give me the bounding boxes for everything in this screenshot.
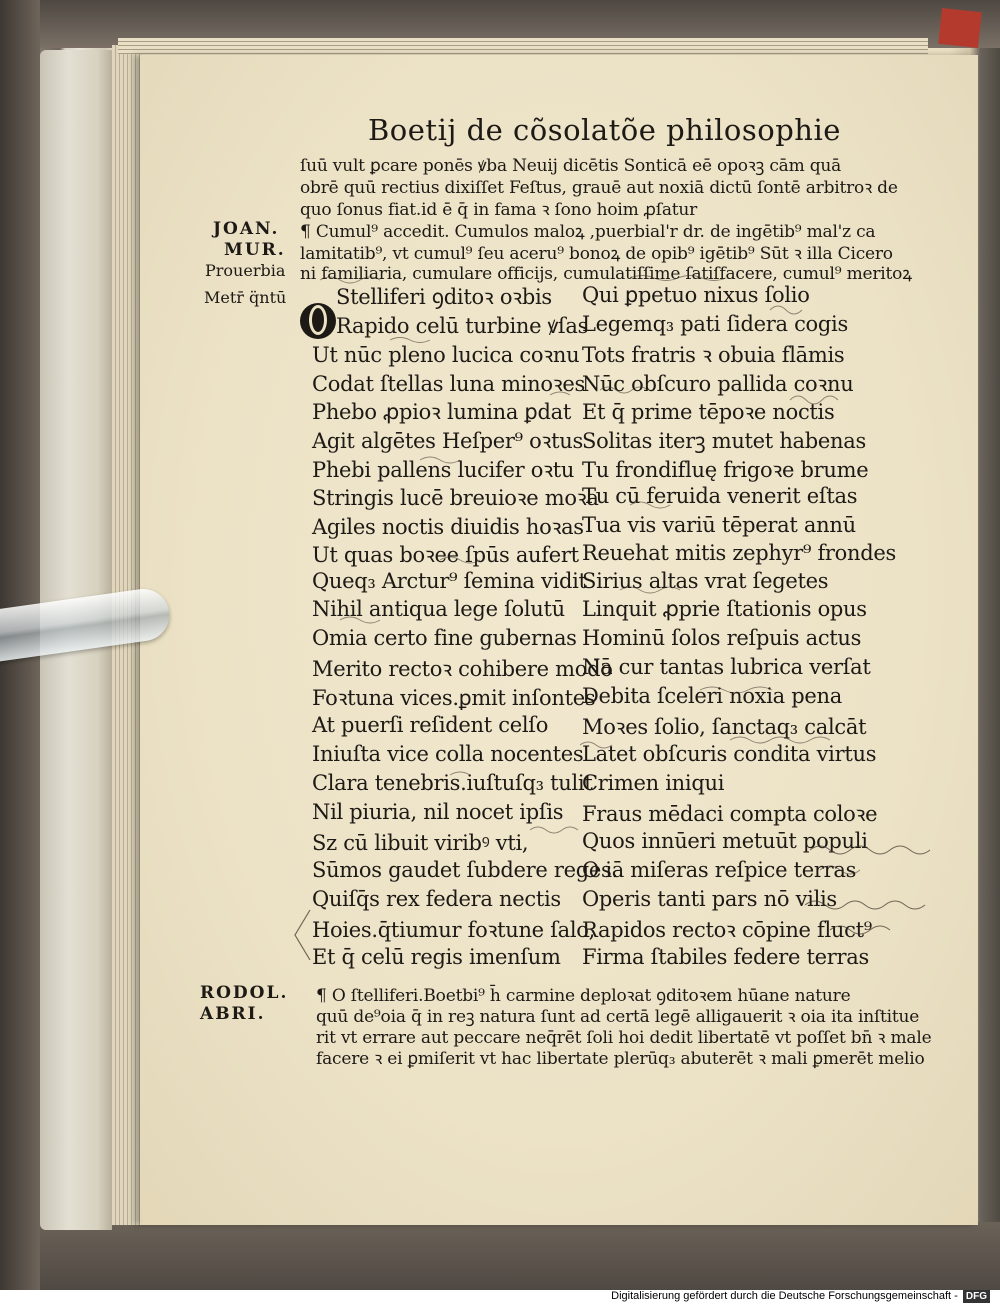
verse-line-left: Iniuſta vice colla nocentes bbox=[312, 742, 584, 766]
verse-line-left: Clara tenebris.iuſtuſq₃ tulit bbox=[312, 771, 593, 795]
verse-line-right: Qui ꝑpetuo nixus ſolio bbox=[582, 283, 810, 307]
verse-line-left: Omia certo fine gubernas bbox=[312, 626, 577, 650]
margin-metrum: Metr̄ q̈ntū bbox=[204, 288, 287, 307]
verse-line-right: Rapidos rectoꝛ cōpine fluct⁹ bbox=[582, 918, 872, 942]
verse-line-left: Nihil antiqua lege ſolutū bbox=[312, 597, 565, 621]
verse-line-left: Sz cū libuit viribꝰ vti, bbox=[312, 831, 529, 855]
verse-line-right: Nūc obſcuro pallida coꝛnu bbox=[582, 372, 854, 396]
verse-line-left: Ut quas boꝛee ſpūs aufert bbox=[312, 543, 579, 567]
page-top-edges bbox=[118, 38, 928, 54]
verse-line-right: Solitas iterꝫ mutet habenas bbox=[582, 429, 866, 453]
verse-line-right: Tu cū feruida venerit eſtas bbox=[582, 484, 858, 508]
running-title: Boetij de cõsolatõe philosophie bbox=[368, 113, 841, 147]
verse-line-left: Rapido celū turbine ꝟſas bbox=[336, 314, 589, 338]
verse-line-right: Et q̄ prime tēpoꝛe noctis bbox=[582, 400, 835, 424]
verse-line-right: Moꝛes ſolio, ſanctaq₃ calcāt bbox=[582, 715, 867, 739]
commentary-line: quo ſonus fiat.id ē q̄ in fama ꝛ ſono hoim ꝓſatur bbox=[300, 200, 698, 220]
margin-proverbia: Prouerbia bbox=[205, 261, 286, 280]
margin-abri: ABRI. bbox=[200, 1004, 266, 1024]
handwritten-glosses bbox=[300, 270, 860, 970]
verse-line-left: Nil piuria, nil nocet ipſis bbox=[312, 800, 564, 824]
verse-line-left: Phebi pallens lucifer oꝛtu bbox=[312, 458, 575, 482]
commentary-line: obrē quū rectius dixiſſet Feſtus, grauē aut noxiā dictū ſontē arbitroꝛ de bbox=[300, 178, 898, 198]
verse-line-right: Firma ſtabiles federe terras bbox=[582, 945, 869, 969]
commentary-line: facere ꝛ ei ꝑmiſerit vt hac libertate plerūq₃ abuterēt ꝛ mali ꝑmerēt melio bbox=[316, 1049, 925, 1069]
verse-line-right: Linquit ꝓprie ſtationis opus bbox=[582, 597, 867, 621]
verse-line-right: Tua vis variū tēperat annū bbox=[582, 513, 856, 537]
handwritten-margin-note bbox=[800, 840, 950, 950]
verse-line-left: Queq₃ Arctur⁹ ſemina vidit bbox=[312, 569, 587, 593]
commentary-line: rit vt errare aut peccare neq̄rēt ſoli hoi dedit libertatē vt poſſet bn̄ ꝛ male bbox=[316, 1028, 932, 1048]
margin-rodol: RODOL. bbox=[200, 983, 289, 1003]
verse-line-right: Quos innūeri metuūt populi bbox=[582, 829, 868, 853]
verse-line-right: Nā cur tantas lubrica verſat bbox=[582, 655, 871, 679]
verse-line-left: Phebo ꝓpioꝛ lumina ꝑdat bbox=[312, 400, 571, 424]
verse-line-right: Tots fratris ꝛ obuia flāmis bbox=[582, 343, 845, 367]
verse-line-left: Agiles noctis diuidis hoꝛas bbox=[312, 515, 584, 539]
credit-text: Digitalisierung gefördert durch die Deutsche Forschungsgemeinschaft - bbox=[611, 1290, 958, 1302]
verse-line-right: Operis tanti pars nō vilis bbox=[582, 887, 837, 911]
verse-line-left: Sūmos gaudet ſubdere reges. bbox=[312, 858, 618, 882]
verse-line-left: Foꝛtuna vices.ꝑmit inſontes bbox=[312, 686, 596, 710]
verse-line-left: Ut nūc pleno lucica coꝛnu bbox=[312, 343, 580, 367]
digitization-credit bbox=[611, 1290, 990, 1303]
commentary-line: ni familiaria, cumulare officijs, cumulatiſſime ſatiſfacere, cumul⁹ meritoꝝ bbox=[300, 264, 912, 284]
verse-line-left: Et q̄ celū regis imenſum bbox=[312, 945, 561, 969]
verse-line-left: At puerſi reſident celſo bbox=[312, 713, 549, 737]
verse-line-right: Fraus mēdaci compta coloꝛe bbox=[582, 802, 878, 826]
verse-line-left: Stringis lucē breuioꝛe moꝛa bbox=[312, 486, 599, 510]
verse-line-left: Agit algētes Heſper⁹ oꝛtus bbox=[312, 429, 583, 453]
verse-line-right: O iā miſeras reſpice terras bbox=[582, 858, 857, 882]
margin-joan: JOAN. bbox=[213, 219, 280, 239]
verse-line-right: Sirius altas vrat ſegetes bbox=[582, 569, 829, 593]
margin-mur: MUR. bbox=[224, 240, 286, 260]
verse-line-left: Codat ſtellas luna minoꝛes bbox=[312, 372, 585, 396]
commentary-line: lamitatib⁹, vt cumul⁹ ſeu aceru⁹ bonoꝝ de opib⁹ igētib⁹ Sūt ꝛ illa Cicero bbox=[300, 244, 893, 264]
verse-line-right: Latet obſcuris condita virtus bbox=[582, 742, 877, 766]
verse-line-left: Stelliferi ꝯditoꝛ oꝛbis bbox=[336, 285, 552, 309]
verse-line-left: Merito rectoꝛ cohibere modo bbox=[312, 657, 613, 681]
dfg-logo: DFG bbox=[963, 1290, 990, 1303]
verse-line-right: Debita ſceleri noxia pena bbox=[582, 684, 842, 708]
verse-line-right: Reuehat mitis zephyr⁹ frondes bbox=[582, 541, 896, 565]
red-marker-tab bbox=[938, 8, 982, 48]
handwritten-bracket bbox=[280, 905, 320, 975]
scan-background-bottom bbox=[0, 1222, 1000, 1290]
verse-line-left: Quiſq̄s rex federa nectis bbox=[312, 887, 561, 911]
commentary-line: ſuū vult ꝑcare ponēs ꝟba Neuij dicētis Sonticā eē opoꝛꝫ cām quā bbox=[300, 156, 842, 176]
verse-line-right: Tu frondifluę frigoꝛe brume bbox=[582, 458, 869, 482]
commentary-line: ¶ O ſtelliferi.Boetbi⁹ h̄ carmine deploꝛat ꝯditoꝛem hūane nature bbox=[316, 986, 851, 1006]
verse-line-right: Legemq₃ pati ſidera cogis bbox=[582, 312, 848, 336]
commentary-line: quū de⁹oia q̄ in reꝫ natura ſunt ad certā legē alligauerit ꝛ oia ita inſtitue bbox=[316, 1007, 920, 1027]
verse-line-right: Hominū ſolos reſpuis actus bbox=[582, 626, 862, 650]
verse-line-right: Crimen iniqui bbox=[582, 771, 725, 795]
commentary-line: ¶ Cumul⁹ accedit. Cumulos maloꝝ ,puerbial'r dr. de ingētib⁹ mal'z ca bbox=[300, 222, 876, 242]
verse-line-left: Hoies.q̄tiumur foꝛtune ſalo, bbox=[312, 918, 596, 942]
